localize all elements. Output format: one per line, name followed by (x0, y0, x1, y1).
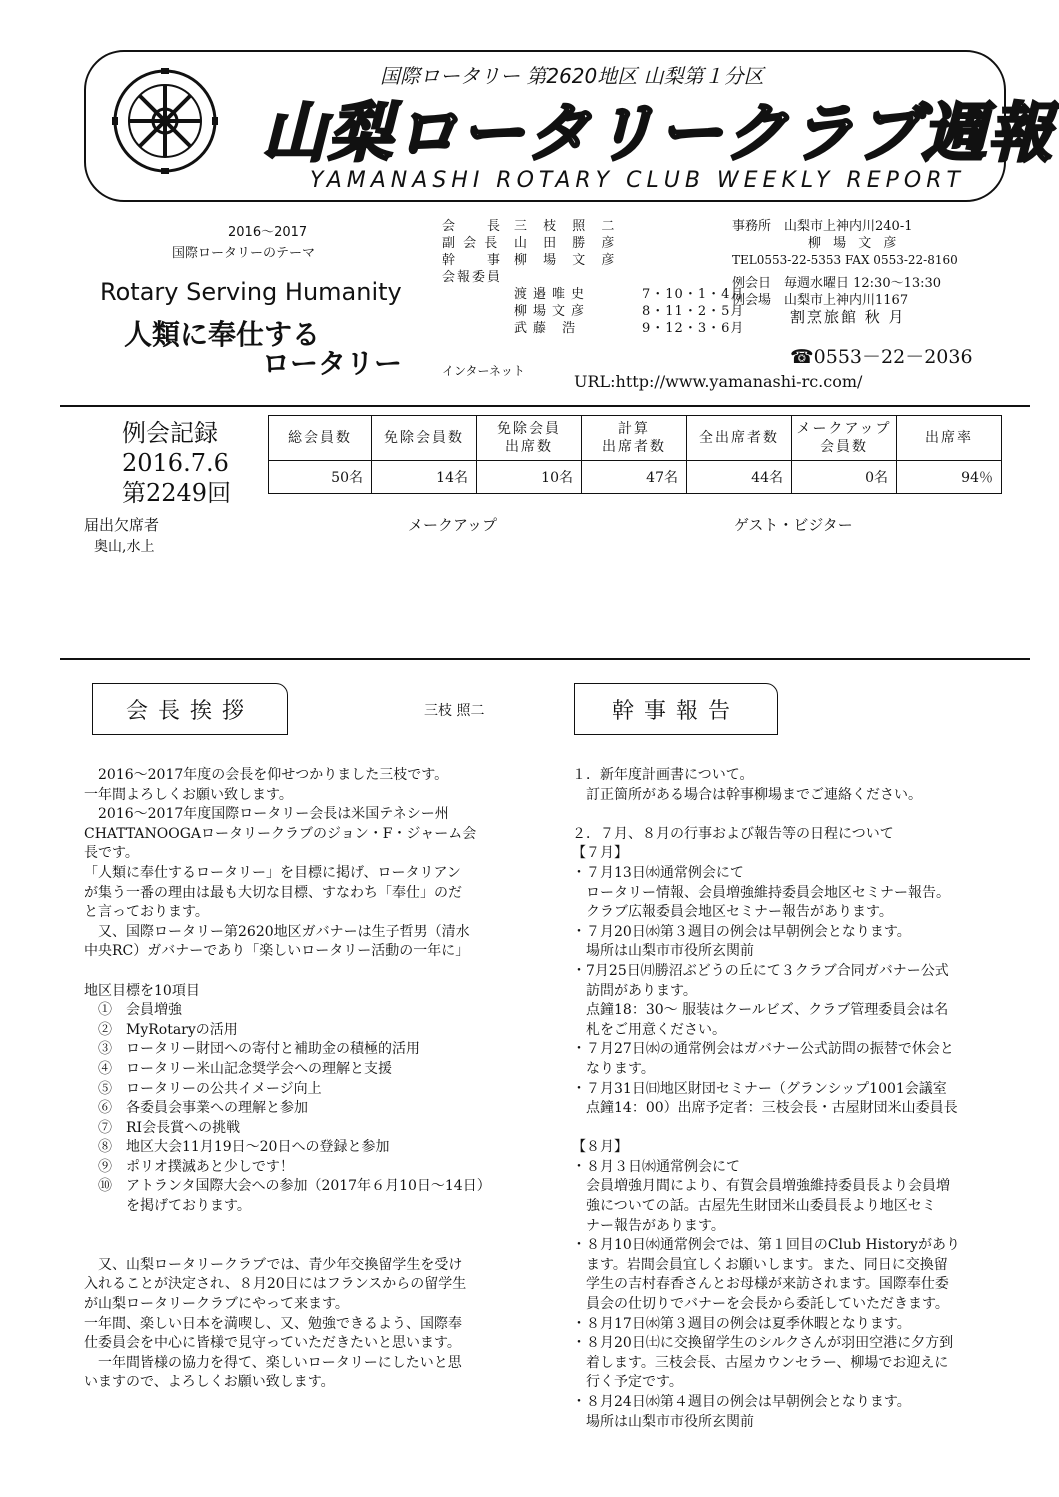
greeting-line: と言っております。 (84, 904, 209, 921)
report-line: 点鐘18：30～ 服装はクールビズ、クラブ管理委員会は名 (572, 1002, 949, 1019)
greeting-line (84, 1236, 491, 1256)
secretary-report-header: 幹事報告 (574, 683, 778, 735)
officer-row: 幹 事 柳 場 文 彦 (442, 253, 621, 268)
officer-row: 渡邉唯史 7・10・1・4月 (514, 287, 745, 302)
greeting-line: ⑩ アトランタ国際大会への参加（2017年６月10日～14日） (84, 1178, 491, 1195)
greeting-line: 2016～2017年度国際ロータリー会長は米国テネシー州 (84, 806, 449, 823)
greeting-line: ① 会員増強 (84, 1002, 182, 1019)
report-line: ます。岩間会員宜しくお願いします。また、同日に交換留 (572, 1256, 948, 1273)
header-calculated-attendees: 計算 出席者数 (582, 416, 687, 461)
attendance-header-row (269, 416, 1002, 461)
newsletter-title-en: YAMANASHI ROTARY CLUB WEEKLY REPORT (310, 168, 965, 193)
office-info (732, 218, 958, 326)
report-line: ・７月20日㈬第３週目の例会は早朝例会となります。 (572, 923, 911, 940)
greeting-line: が山梨ロータリークラブにやって来ます。 (84, 1296, 349, 1313)
report-line: ・８月24日㈬第４週目の例会は早朝例会となります。 (572, 1394, 911, 1410)
meeting-record (122, 418, 231, 508)
greeting-line: 仕委員会を中心に皆様で見守っていただきたいと思います。 (84, 1335, 461, 1352)
greeting-line (84, 962, 491, 982)
header-exempt-members: 免除会員数 (372, 416, 477, 461)
greeting-line: 長です。 (84, 845, 139, 862)
greeting-line: が集う一番の理由は最も大切な目標、すなわち「奉仕」のだ (84, 884, 462, 901)
header-makeup-members: メークアップ 会員数 (792, 416, 897, 461)
website-url[interactable]: URL:http://www.yamanashi-rc.com/ (574, 372, 863, 391)
value-calculated-attendees: 47名 (582, 461, 687, 494)
greeting-line: ④ ロータリー米山記念奨学会への理解と支援 (84, 1060, 392, 1077)
divider (60, 405, 1030, 407)
attendance-table (268, 415, 1002, 494)
value-all-attendees: 44名 (687, 461, 792, 494)
greeting-line: 又、国際ロータリー第2620地区ガバナーは生子哲男（清水 (84, 923, 470, 940)
officer-row: 会 長 三 枝 照 二 (442, 219, 621, 234)
president-name: 三枝 照二 (424, 703, 485, 719)
divider (60, 658, 1030, 660)
report-line: 着します。三枝会長、古屋カウンセラー、柳場でお迎えに (572, 1354, 949, 1371)
meeting-date: 2016.7.6 (122, 449, 229, 477)
greeting-line: ⑥ 各委員会事業への理解と参加 (84, 1100, 308, 1117)
greeting-line: 一年間、楽しい日本を満喫し、又、勉強できるよう、国際奉 (84, 1315, 462, 1332)
officer-row: 副 会 長 山 田 勝 彦 (442, 236, 621, 251)
report-line: 強についての話。古屋先生財団米山委員長より地区セミ (572, 1198, 936, 1215)
greeting-line: いますので、よろしくお願い致します。 (84, 1374, 335, 1391)
report-line (572, 805, 960, 825)
report-line: ・８月20日㈯に交換留学生のシルクさんが羽田空港に夕方到 (572, 1335, 954, 1352)
header-all-attendees: 全出席者数 (687, 416, 792, 461)
report-line: ・８月３日㈬通常例会にて (572, 1158, 740, 1175)
report-line: クラブ広報委員会地区セミナー報告があります。 (572, 904, 893, 921)
header-exempt-attending: 免除会員 出席数 (477, 416, 582, 461)
theme-label: 国際ロータリーのテーマ (172, 246, 316, 261)
greeting-line: 地区目標を10項目 (84, 982, 200, 999)
value-exempt-attending: 10名 (477, 461, 582, 494)
makeup-label: メークアップ (408, 516, 497, 534)
theme-english: Rotary Serving Humanity (100, 278, 402, 306)
greeting-line: ③ ロータリー財団への寄付と補助金の積極的活用 (84, 1041, 420, 1058)
greeting-line: ⑤ ロータリーの公共イメージ向上 (84, 1080, 322, 1097)
value-attendance-rate: 94％ (897, 461, 1002, 494)
attendance-value-row (269, 461, 1002, 494)
greeting-line: 2016～2017年度の会長を仰せつかりました三枝です。 (84, 767, 449, 783)
greeting-line: ⑧ 地区大会11月19日～20日への登録と参加 (84, 1139, 390, 1156)
officer-row: 柳場文彦 8・11・2・5月 (514, 304, 745, 319)
office-address: 事務所 山梨市上神内川240-1 (732, 219, 913, 234)
secretary-report-body (572, 766, 960, 1432)
report-line: １．新年度計画書について。 (572, 767, 754, 783)
report-line: 【８月】 (572, 1139, 628, 1156)
greeting-line: 又、山梨ロータリークラブでは、青少年交換留学生を受け (84, 1256, 463, 1273)
report-line: ２．７月、８月の行事および報告等の日程について (572, 825, 894, 842)
report-line: 場所は山梨市市役所玄関前 (572, 943, 754, 960)
value-exempt-members: 14名 (372, 461, 477, 494)
rotary-wheel-logo (112, 68, 218, 174)
office-contact-name: 柳 場 文 彦 (808, 236, 901, 251)
report-line: ・８月10日㈬通常例会では、第１回目のClub Historyがあり (572, 1237, 960, 1254)
internet-label: インターネット (442, 364, 525, 378)
report-line: 点鐘14：00）出席予定者：三枝会長・古屋財団米山委員長 (572, 1100, 958, 1117)
guest-visitor-label: ゲスト・ビジター (734, 516, 853, 534)
report-line (572, 1119, 960, 1139)
officer-row: 武藤 浩 9・12・3・6月 (514, 321, 745, 336)
report-line: 札をご用意ください。 (572, 1021, 726, 1038)
officer-row: 会報委員 (442, 270, 503, 285)
theme-japanese-line1: 人類に奉仕する (124, 318, 321, 351)
president-greeting-header: 会長挨拶 (92, 683, 288, 735)
report-line: ・7月25日㈪勝沼ぶどうの丘にて３クラブ合同ガバナー公式 (572, 962, 949, 979)
report-line: ・７月13日㈬通常例会にて (572, 864, 744, 881)
report-line: ロータリー情報、会員増強維持委員会地区セミナー報告。 (572, 884, 950, 901)
meeting-number: 第2249回 (122, 479, 232, 507)
theme-years: 2016～2017 (228, 225, 308, 240)
report-line: 訂正箇所がある場合は幹事柳場までご連絡ください。 (572, 786, 922, 803)
greeting-line: 中央RC）ガバナーであり「楽しいロータリー活動の一年に」 (84, 943, 470, 960)
meeting-place: 例会場 山梨市上神内川1167 (732, 293, 909, 308)
report-line: 【７月】 (572, 845, 628, 862)
report-line: 行く予定です。 (572, 1374, 683, 1391)
office-phone-fax: TEL0553-22-5353 FAX 0553-22-8160 (732, 253, 958, 267)
report-line: 員会の仕切りでバナーを会長から委託していただきます。 (572, 1296, 949, 1313)
meeting-day: 例会日 毎週水曜日 12:30～13:30 (732, 276, 942, 291)
greeting-line (84, 1217, 491, 1237)
president-greeting-body (84, 766, 491, 1393)
venue-phone: ☎0553－22－2036 (790, 346, 973, 368)
district-line: 国際ロータリー 第2620地区 山梨第１分区 (380, 64, 764, 88)
greeting-line: 一年間よろしくお願い致します。 (84, 786, 293, 803)
value-makeup-members: 0名 (792, 461, 897, 494)
absentee-label: 届出欠席者 (84, 516, 160, 534)
greeting-line: ⑨ ポリオ撲滅あと少しです！ (84, 1158, 294, 1175)
header-attendance-rate: 出席率 (897, 416, 1002, 461)
meeting-record-label: 例会記録 (122, 419, 218, 447)
newsletter-title-jp: 山梨ロータリークラブ週報 (262, 97, 1054, 171)
greeting-line: 「人類に奉仕するロータリー」を目標に掲げ、ロータリアン (84, 864, 461, 881)
officers-list (442, 218, 744, 337)
report-line: ・８月17日㈬第３週目の例会は夏季休暇となります。 (572, 1315, 911, 1332)
greeting-line: CHATTANOOGAロータリークラブのジョン・F・ジャーム会 (84, 825, 477, 842)
report-line: ・７月27日㈬の通常例会はガバナー公式訪問の振替で休会と (572, 1041, 954, 1058)
greeting-line: ② MyRotaryの活用 (84, 1021, 238, 1038)
value-total-members: 50名 (269, 461, 372, 494)
report-line: 会員増強月間により、有賀会員増強維持委員長より会員増 (572, 1178, 950, 1195)
greeting-line: を掲げております。 (84, 1198, 251, 1215)
greeting-line: 一年間皆様の協力を得て、楽しいロータリーにしたいと思 (84, 1354, 462, 1371)
report-line: 場所は山梨市市役所玄関前 (572, 1413, 754, 1430)
greeting-line: 入れることが決定され、８月20日にはフランスからの留学生 (84, 1276, 467, 1293)
report-line: ナー報告があります。 (572, 1217, 725, 1234)
meeting-venue: 割烹旅館 秋 月 (790, 308, 906, 326)
greeting-line: ⑦ RI会長賞への挑戦 (84, 1119, 241, 1136)
report-line: ・７月31日㈰地区財団セミナー（グランシップ1001会議室 (572, 1080, 947, 1097)
report-line: 訪問があります。 (572, 982, 697, 999)
report-line: 学生の吉村春香さんとお母様が来訪されます。国際奉仕委 (572, 1276, 949, 1293)
report-line: なります。 (572, 1060, 655, 1077)
absentee-names: 奥山,水上 (94, 539, 155, 555)
theme-japanese-line2: ロータリー (262, 347, 403, 380)
header-total-members: 総会員数 (269, 416, 372, 461)
